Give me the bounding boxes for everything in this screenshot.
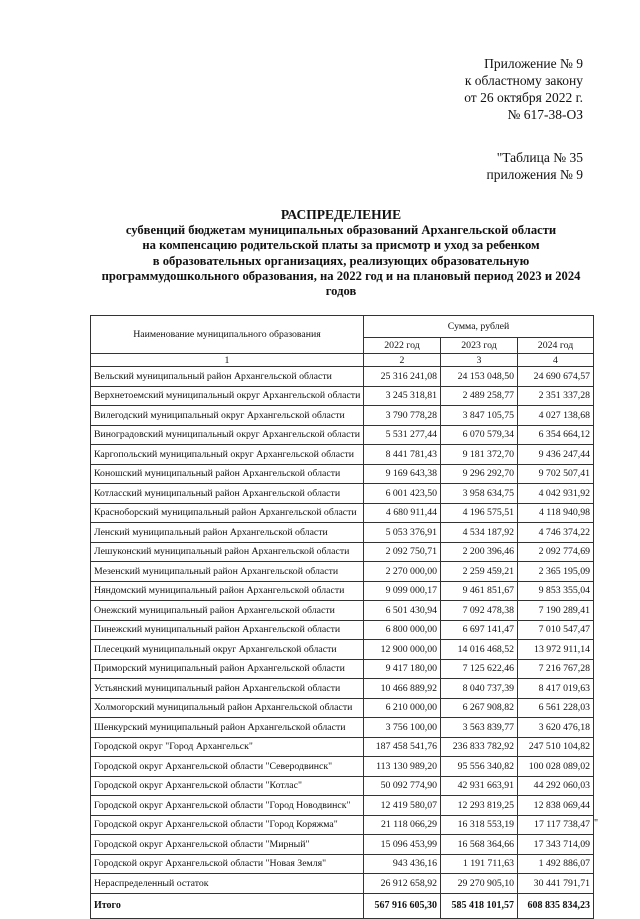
table-row [91,464,594,484]
sum-2022: 26 912 658,92 [364,874,441,894]
municipality-name: Городской округ Архангельской области "Город Коряжма" [91,815,364,835]
sum-2022: 9 099 000,17 [364,581,441,601]
sum-2024: 2 092 774,69 [518,542,594,562]
sum-2024: 247 510 104,82 [518,737,594,757]
sum-2022: 2 092 750,71 [364,542,441,562]
sum-2023: 236 833 782,92 [441,737,518,757]
sum-2022: 6 800 000,00 [364,620,441,640]
total-2024: 608 835 834,23 [518,893,594,918]
municipality-name: Котласский муниципальный район Архангельской области [91,484,364,504]
title-line: в образовательных организациях, реализующих образовательную [152,253,530,268]
table-row [91,425,594,445]
sum-2022: 21 118 066,29 [364,815,441,835]
sum-2024: 4 746 374,22 [518,523,594,543]
sum-2023: 16 318 553,19 [441,815,518,835]
title-line: годов [325,284,357,299]
municipality-name: Виноградовский муниципальный округ Архангельской области [91,425,364,445]
table-row [91,640,594,660]
table-ref-line: "Таблица № 35 [496,150,583,165]
sum-2022: 5 531 277,44 [364,425,441,445]
sum-2023: 12 293 819,25 [441,796,518,816]
title-line: субвенций бюджетам муниципальных образований Архангельской области [125,223,557,237]
sum-2023: 9 296 292,70 [441,464,518,484]
municipality-name: Мезенский муниципальный район Архангельской области [91,562,364,582]
municipality-name: Городской округ Архангельской области "Котлас" [91,776,364,796]
sum-2024: 7 010 547,47 [518,620,594,640]
title-heading: РАСПРЕДЕЛЕНИЕ [280,207,402,222]
table-row [91,737,594,757]
municipality-name: Устьянский муниципальный район Архангельской области [91,679,364,699]
sum-2023: 7 092 478,38 [441,601,518,621]
municipality-name: Няндомский муниципальный район Архангельской области [91,581,364,601]
sum-2024: 7 216 767,28 [518,659,594,679]
sum-2023: 16 568 364,66 [441,835,518,855]
sum-2024: 9 702 507,41 [518,464,594,484]
column-number: 4 [518,354,594,367]
table-row [91,835,594,855]
total-row [91,893,594,918]
sum-2022: 943 436,16 [364,854,441,874]
sum-2024: 24 690 674,57 [518,367,594,387]
sum-2024: 3 620 476,18 [518,718,594,738]
sum-2024: 13 972 911,14 [518,640,594,660]
sum-2023: 3 958 634,75 [441,484,518,504]
municipality-name: Вилегодский муниципальный округ Архангельской области [91,406,364,426]
table-row [91,386,594,406]
municipality-name: Коношский муниципальный район Архангельской области [91,464,364,484]
sum-2023: 8 040 737,39 [441,679,518,699]
sum-2023: 14 016 468,52 [441,640,518,660]
table-ref-line: приложения № 9 [486,167,583,182]
table-row [91,484,594,504]
sum-2023: 2 489 258,77 [441,386,518,406]
table-row [91,659,594,679]
column-number: 1 [91,354,364,367]
document-title [90,207,592,299]
sum-2024: 6 561 228,03 [518,698,594,718]
sum-2023: 95 556 340,82 [441,757,518,777]
table-row [91,698,594,718]
sum-2023: 6 070 579,34 [441,425,518,445]
header-sum: Сумма, рублей [364,316,594,338]
sum-2023: 24 153 048,50 [441,367,518,387]
municipality-name: Онежский муниципальный район Архангельской области [91,601,364,621]
municipality-name: Холмогорский муниципальный район Архангельской области [91,698,364,718]
sum-2023: 3 563 839,77 [441,718,518,738]
municipality-name: Верхнетоемский муниципальный округ Архангельской области [91,386,364,406]
sum-2024: 2 365 195,09 [518,562,594,582]
sum-2022: 12 900 000,00 [364,640,441,660]
municipality-name: Пинежский муниципальный район Архангельской области [91,620,364,640]
sum-2023: 4 196 575,51 [441,503,518,523]
municipality-name: Городской округ Архангельской области "Северодвинск" [91,757,364,777]
sum-2022: 10 466 889,92 [364,679,441,699]
total-2022: 567 916 605,30 [364,893,441,918]
table-row [91,776,594,796]
sum-2022: 9 417 180,00 [364,659,441,679]
appendix-header [323,55,583,123]
table-row [91,542,594,562]
appendix-line: от 26 октября 2022 г. [464,90,583,105]
closing-quote: " [594,818,599,829]
table-row [91,406,594,426]
appendix-line: Приложение № 9 [484,56,583,71]
sum-2024: 2 351 337,28 [518,386,594,406]
sum-2024: 4 042 931,92 [518,484,594,504]
sum-2024: 8 417 019,63 [518,679,594,699]
sum-2022: 3 790 778,28 [364,406,441,426]
appendix-line: № 617-38-ОЗ [507,107,583,122]
sum-2022: 6 001 423,50 [364,484,441,504]
municipality-name: Плесецкий муниципальный округ Архангельской области [91,640,364,660]
table-row [91,679,594,699]
total-2023: 585 418 101,57 [441,893,518,918]
sum-2022: 5 053 376,91 [364,523,441,543]
sum-2024: 4 118 940,98 [518,503,594,523]
sum-2024: 6 354 664,12 [518,425,594,445]
header-name: Наименование муниципального образования [91,316,364,354]
municipality-name: Городской округ Архангельской области "Мирный" [91,835,364,855]
header-year: 2024 год [518,338,594,354]
sum-2023: 1 191 711,63 [441,854,518,874]
table-row [91,796,594,816]
table-row [91,562,594,582]
sum-2022: 8 441 781,43 [364,445,441,465]
sum-2022: 4 680 911,44 [364,503,441,523]
column-number: 2 [364,354,441,367]
table-row [91,367,594,387]
sum-2022: 6 501 430,94 [364,601,441,621]
sum-2023: 3 847 105,75 [441,406,518,426]
sum-2022: 50 092 774,90 [364,776,441,796]
table-row [91,854,594,874]
sum-2023: 9 181 372,70 [441,445,518,465]
appendix-line: к областному закону [464,73,583,88]
sum-2024: 17 343 714,09 [518,835,594,855]
sum-2022: 113 130 989,20 [364,757,441,777]
title-line: на компенсацию родительской платы за присмотр и уход за ребенком [142,238,540,253]
municipality-name: Каргопольский муниципальный округ Архангельской области [91,445,364,465]
sum-2023: 4 534 187,92 [441,523,518,543]
sum-2023: 7 125 622,46 [441,659,518,679]
municipality-name: Красноборский муниципальный район Архангельской области [91,503,364,523]
header-year: 2022 год [364,338,441,354]
table-row [91,620,594,640]
sum-2022: 9 169 643,38 [364,464,441,484]
sum-2024: 44 292 060,03 [518,776,594,796]
sum-2022: 15 096 453,99 [364,835,441,855]
sum-2024: 9 436 247,44 [518,445,594,465]
municipality-name: Ленский муниципальный район Архангельской области [91,523,364,543]
total-label: Итого [91,893,364,918]
sum-2022: 25 316 241,08 [364,367,441,387]
sum-2023: 2 259 459,21 [441,562,518,582]
table-row [91,601,594,621]
municipality-name: Городской округ "Город Архангельск" [91,737,364,757]
sum-2023: 6 267 908,82 [441,698,518,718]
column-number: 3 [441,354,518,367]
municipality-name: Приморский муниципальный район Архангельской области [91,659,364,679]
sum-2023: 6 697 141,47 [441,620,518,640]
table-row [91,523,594,543]
municipality-name: Нераспределенный остаток [91,874,364,894]
sum-2024: 17 117 738,47 [518,815,594,835]
table-row [91,874,594,894]
sum-2022: 6 210 000,00 [364,698,441,718]
table-row [91,718,594,738]
title-line: программудошкольного образования, на 2022 год и на плановый период 2023 и 2024 [101,268,581,283]
sum-2023: 42 931 663,91 [441,776,518,796]
sum-2023: 9 461 851,67 [441,581,518,601]
sum-2024: 30 441 791,71 [518,874,594,894]
sum-2022: 3 756 100,00 [364,718,441,738]
municipality-name: Городской округ Архангельской области "Город Новодвинск" [91,796,364,816]
sum-2022: 187 458 541,76 [364,737,441,757]
table-row [91,757,594,777]
municipality-name: Шенкурский муниципальный район Архангельской области [91,718,364,738]
table-row [91,445,594,465]
municipality-name: Вельский муниципальный район Архангельской области [91,367,364,387]
table-row [91,815,594,835]
sum-2024: 9 853 355,04 [518,581,594,601]
table-row [91,581,594,601]
sum-2022: 3 245 318,81 [364,386,441,406]
municipality-name: Городской округ Архангельской области "Новая Земля" [91,854,364,874]
sum-2023: 2 200 396,46 [441,542,518,562]
header-year: 2023 год [441,338,518,354]
table-row [91,503,594,523]
sum-2022: 12 419 580,07 [364,796,441,816]
sum-2024: 7 190 289,41 [518,601,594,621]
municipality-name: Лешуконский муниципальный район Архангельской области [91,542,364,562]
distribution-table [90,315,594,919]
sum-2024: 100 028 089,02 [518,757,594,777]
sum-2024: 12 838 069,44 [518,796,594,816]
sum-2024: 4 027 138,68 [518,406,594,426]
sum-2024: 1 492 886,07 [518,854,594,874]
sum-2023: 29 270 905,10 [441,874,518,894]
sum-2022: 2 270 000,00 [364,562,441,582]
table-reference [363,149,583,183]
